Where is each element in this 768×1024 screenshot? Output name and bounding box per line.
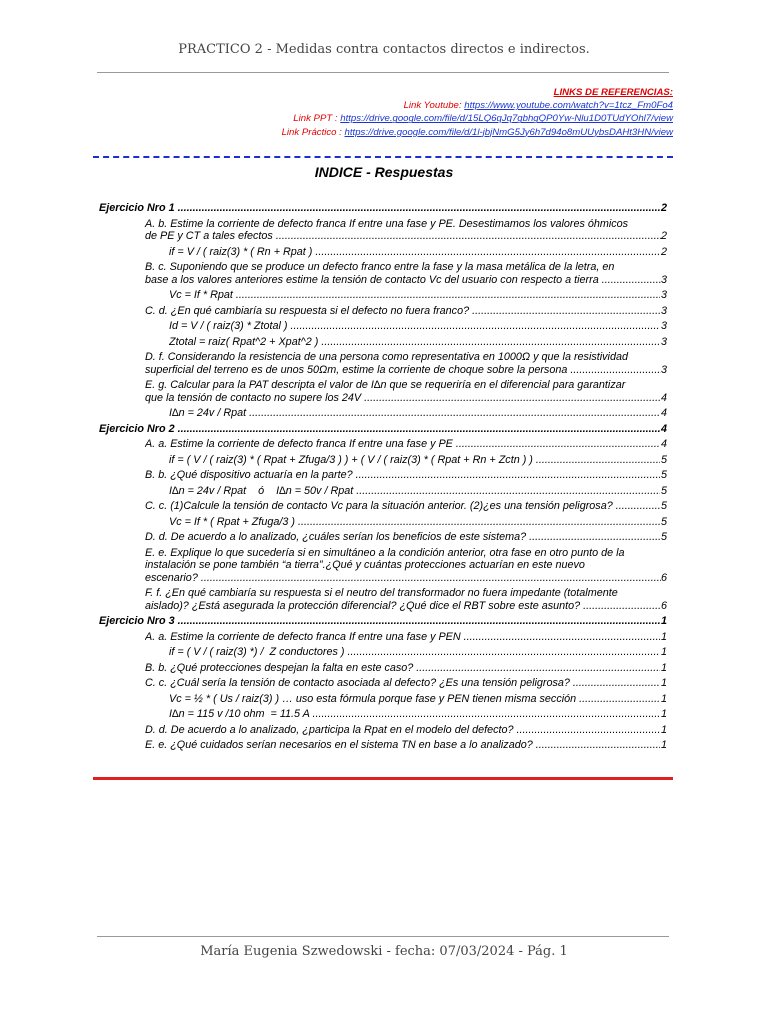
toc-entry[interactable]: E. e. ¿Qué cuidados serían necesarios en el sistema TN en base a lo analizado? ..... 1 [99, 739, 667, 752]
reference-links [282, 86, 673, 139]
toc-subentry[interactable]: I∆n = 24v / Rpat ..... 4 [99, 407, 667, 420]
toc-entry[interactable]: C. d. ¿En qué cambiaría su respuesta si el defecto no fuera franco? ..... 3 [99, 305, 667, 318]
header-divider [97, 72, 669, 73]
toc-subentry[interactable]: Vc = If * Rpat ..... 3 [99, 289, 667, 302]
toc-subentry[interactable]: Vc = ½ * ( Us / raiz(3) ) … uso esta fórmula porque fase y PEN tienen misma sección ..... 1 [99, 693, 667, 706]
link-practico-row [282, 126, 673, 139]
toc-entry[interactable]: D. f. Considerando la resistencia de una persona como representativa en 1000Ω y que la resistividad superficial del terreno es de unos 50Ωm, estime la corriente de choque sobre la persona ..... 3 [99, 351, 667, 376]
toc-subentry[interactable]: Id = V / ( raiz(3) * Ztotal ) ..... 3 [99, 320, 667, 333]
toc-subentry[interactable]: if = ( V / ( raiz(3) *) / Z conductores ) ..... 1 [99, 646, 667, 659]
toc-entry-ejercicio-1[interactable]: Ejercicio Nro 1 ..... 2 [99, 202, 667, 215]
toc-entry[interactable]: C. c. (1)Calcule la tensión de contacto Vc para la situación anterior. (2)¿es una tensión peligrosa? ..... 5 [99, 500, 667, 513]
toc-entry[interactable]: A. a. Estime la corriente de defecto franca If entre una fase y PE ..... 4 [99, 438, 667, 451]
table-of-contents [99, 199, 667, 752]
dashed-divider [93, 156, 673, 158]
toc-entry[interactable]: A. b. Estime la corriente de defecto franca If entre una fase y PE. Desestimamos los valores óhmicos de PE y CT a tales efectos ..... 2 [99, 218, 667, 243]
toc-entry-ejercicio-2[interactable]: Ejercicio Nro 2 ..... 4 [99, 423, 667, 436]
toc-entry-ejercicio-3[interactable]: Ejercicio Nro 3 ..... 1 [99, 615, 667, 628]
toc-entry[interactable]: B. b. ¿Qué protecciones despejan la falta en este caso? ..... 1 [99, 662, 667, 675]
toc-entry[interactable]: F. f. ¿En qué cambiaría su respuesta si el neutro del transformador no fuera impedante (totalmente aislado)? ¿Está asegurada la protección diferencial? ¿Qué dice el RBT sobre este asunto? ..... 6 [99, 587, 667, 612]
toc-subentry[interactable]: Ztotal = raiz( Rpat^2 + Xpat^2 ) ..... 3 [99, 336, 667, 349]
toc-subentry[interactable]: I∆n = 24v / Rpat ó I∆n = 50v / Rpat ..... 5 [99, 485, 667, 498]
toc-subentry[interactable]: if = V / ( raiz(3) * ( Rn + Rpat ) ..... 2 [99, 246, 667, 259]
practico-link[interactable]: https://drive.google.com/file/d/1l-jbjNmG5Jy6h7d94o8mUUybsDAHt3HN/view [344, 126, 673, 138]
youtube-link[interactable]: https://www.youtube.com/watch?v=1tcz_Fm0Fo4 [464, 100, 673, 112]
toc-entry[interactable]: C. c. ¿Cuál sería la tensión de contacto asociada al defecto? ¿Es una tensión peligrosa? ..... 1 [99, 677, 667, 690]
red-divider [93, 777, 673, 780]
footer-divider [97, 936, 669, 937]
toc-subentry[interactable]: I∆n = 115 v /10 ohm = 11.5 A ..... 1 [99, 708, 667, 721]
link-label: Link PPT : [293, 113, 338, 125]
index-title: INDICE - Respuestas [314, 164, 454, 180]
toc-entry[interactable]: E. g. Calcular para la PAT descripta el valor de I∆n que se requeriría en el diferencial para garantizar que la tensión de contacto no supere los 24V ..... 4 [99, 379, 667, 404]
link-label: Link Youtube: [403, 100, 462, 112]
toc-entry[interactable]: B. c. Suponiendo que se produce un defecto franco entre la fase y la masa metálica de la letra, en base a los valores anteriores estime la tensión de contacto Vc del usuario con respecto a tierra ..... 3 [99, 261, 667, 286]
links-title: LINKS DE REFERENCIAS: [553, 87, 673, 98]
toc-subentry[interactable]: Vc = If * ( Rpat + Zfuga/3 ) ..... 5 [99, 516, 667, 529]
page-footer: María Eugenia Szwedowski - fecha: 07/03/2024 - Pág. 1 [200, 944, 568, 959]
link-label: Link Práctico : [281, 126, 342, 138]
page-header: PRACTICO 2 - Medidas contra contactos directos e indirectos. [178, 42, 590, 57]
toc-subentry[interactable]: if = ( V / ( raiz(3) * ( Rpat + Zfuga/3 ) ) + ( V / ( raiz(3) * ( Rpat + Rn + Zctn ) ) ..... 5 [99, 454, 667, 467]
ppt-link[interactable]: https://drive.google.com/file/d/15LQ6qJq7gbhgQP0Yw-Nlu1D0TUdYOhl7/view [340, 113, 673, 125]
toc-entry[interactable]: D. d. De acuerdo a lo analizado, ¿participa la Rpat en el modelo del defecto? ..... 1 [99, 724, 667, 737]
toc-entry[interactable]: A. a. Estime la corriente de defecto franca If entre una fase y PEN ..... 1 [99, 631, 667, 644]
link-youtube-row [282, 99, 673, 112]
link-ppt-row [282, 112, 673, 125]
toc-entry[interactable]: D. d. De acuerdo a lo analizado, ¿cuáles serían los beneficios de este sistema? ..... 5 [99, 531, 667, 544]
toc-entry[interactable]: B. b. ¿Qué dispositivo actuaría en la parte? ..... 5 [99, 469, 667, 482]
toc-entry[interactable]: E. e. Explique lo que sucedería si en simultáneo a la condición anterior, otra fase en otro punto de la instalación se pone también “a tierra”.¿Qué y cuántas protecciones actuarían en este nuevo escenario? ..... 6 [99, 547, 667, 585]
